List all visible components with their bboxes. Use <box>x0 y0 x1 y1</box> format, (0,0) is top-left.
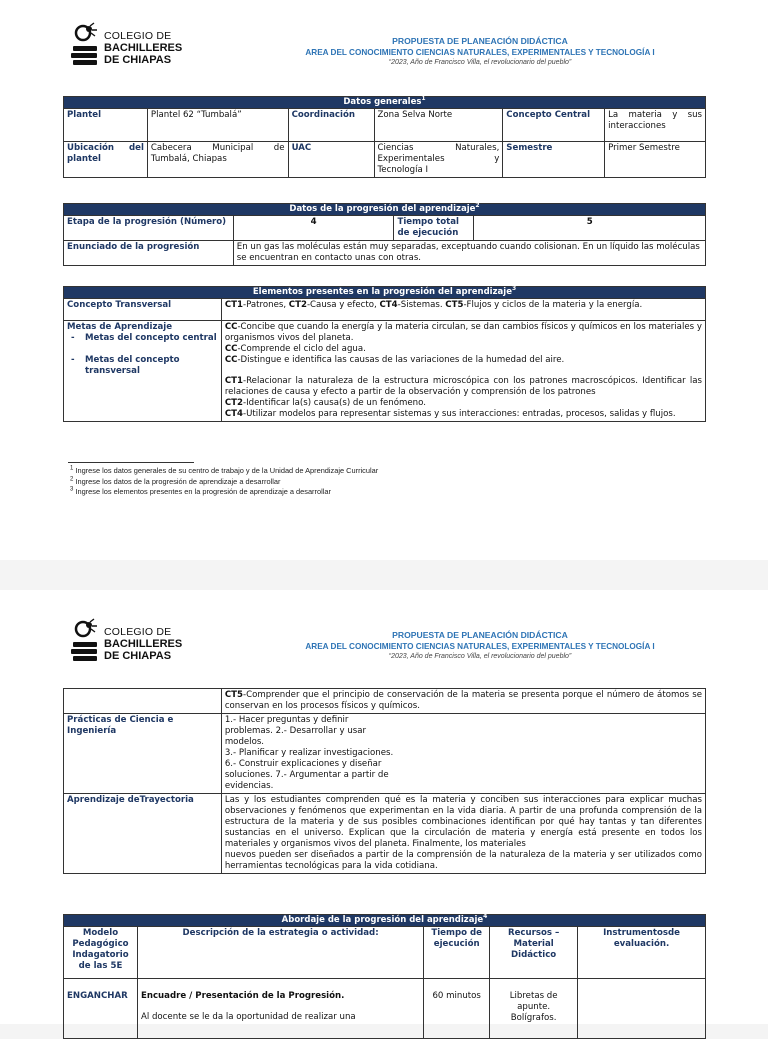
activity-instruments <box>578 979 706 1039</box>
elementos-table <box>63 286 706 422</box>
ubicacion-value: Cabecera Municipal de Tumbalá, Chiapas <box>147 142 288 178</box>
header-area: AREA DEL CONOCIMIENTO CIENCIAS NATURALES, EXPERIMENTALES Y TECNOLOGÍA I <box>305 48 655 57</box>
header-area: AREA DEL CONOCIMIENTO CIENCIAS NATURALES, EXPERIMENTALES Y TECNOLOGÍA I <box>305 642 655 651</box>
tiempo-value: 5 <box>474 216 706 241</box>
page-header <box>190 36 768 68</box>
ct5-goal: CT5-Comprender que el principio de conservación de la materia se presenta porque el número de átomos se conservan en los procesos físicos y químicos. <box>221 689 705 714</box>
ct-goal: CT4-Utilizar modelos para representar sistemas y sus interacciones: entradas, procesos, salidas y flujos. <box>224 409 676 419</box>
semestre-label: Semestre <box>503 142 605 178</box>
datos-generales-table <box>63 96 706 178</box>
col-modelo: Modelo Pedagógico Indagatorio de las 5E <box>64 927 138 979</box>
logo-line-2: BACHILLERES <box>104 638 183 650</box>
activity-resources: Libretas de apunte. Bolígrafos. <box>490 979 578 1039</box>
ct-goal: CT1-Relacionar la naturaleza de la estructura microscópica con los patrones macroscópicos. Identificar las relaciones de causa y efecto a partir de la observación y comprensión de los patrones <box>224 376 702 397</box>
coordinacion-label: Coordinación <box>288 109 374 142</box>
college-emblem-icon <box>70 22 100 70</box>
college-name <box>104 30 182 66</box>
footnote-1: $^1$ Ingrese los datos generales de su centro de trabajo y de la Unidad de Aprendizaje Curricular <box>70 465 379 475</box>
col-instrumentos: Instrumentosde evaluación. <box>578 927 706 979</box>
enunciado-value: En un gas las moléculas están muy separadas, exceptuando cuando colisionan. En un líquido las moléculas se encuentran en contacto unas con otras. <box>233 241 705 266</box>
empty-cell <box>64 689 222 714</box>
college-emblem-icon <box>70 618 100 666</box>
trayectoria-content: Las y los estudiantes comprenden qué es la materia y conciben sus interacciones para explicar muchas observaciones y fenómenos que experimentan en la vida diaria. A partir de una profunda comprensión de la estructura de la materia y de sus posibles combinaciones identifican por qué hay tantas y tan diferentes sustancias en el universo. Explican que la circulación de materia y energía está presente en todos los materiales y organismos vivos del planeta. Finalmente, los materiales nuevos pueden ser diseñados a partir de la comprensión de la naturaleza de la materia y ser utilizados como herramientas tecnológicas para la vida cotidiana. <box>221 794 705 874</box>
ubicacion-label: Ubicación del plantel <box>64 142 148 178</box>
footnotes <box>70 466 378 498</box>
elementos-continuation-table <box>63 688 706 874</box>
logo-line-3: DE CHIAPAS <box>104 650 172 662</box>
college-logo <box>70 618 185 668</box>
concepto-central-value: La materia y sus interacciones <box>605 109 706 142</box>
header-motto: “2023, Año de Francisco Villa, el revolucionario del pueblo” <box>388 653 572 660</box>
metas-cell <box>64 321 222 422</box>
table-heading: Datos de la progresión del aprendizaje$^2$ <box>64 204 706 216</box>
metas-central-item: - Metas del concepto central <box>85 333 218 344</box>
activity-time: 60 minutos <box>424 979 490 1039</box>
table-heading: Elementos presentes en la progresión del aprendizaje$^3$ <box>64 287 706 299</box>
enunciado-label: Enunciado de la progresión <box>64 241 234 266</box>
plantel-label: Plantel <box>64 109 148 142</box>
table-heading: Abordaje de la progresión del aprendizaje$^4$ <box>64 915 706 927</box>
header-motto: “2023, Año de Francisco Villa, el revolucionario del pueblo” <box>388 59 572 66</box>
page-header <box>190 630 768 662</box>
col-recursos: Recursos – Material Didáctico <box>490 927 578 979</box>
trayectoria-label: Aprendizaje deTrayectoria <box>64 794 222 874</box>
logo-line-3: DE CHIAPAS <box>104 54 172 66</box>
ct-goal: CT2-Identificar la(s) causa(s) de un fenómeno. <box>224 398 426 408</box>
col-descripcion: Descripción de la estrategia o actividad: <box>137 927 423 979</box>
cc-goal: CC-Comprende el ciclo del agua. <box>224 344 366 354</box>
tiempo-label: Tiempo total de ejecución <box>394 216 474 241</box>
cc-goal: CC-Distingue e identifica las causas de las variaciones de la humedad del aire. <box>224 355 565 365</box>
activity-description: Encuadre / Presentación de la Progresión. Al docente se le da la oportunidad de realizar una <box>137 979 423 1039</box>
footnote-2: $^2$ Ingrese los datos de la progresión de aprendizaje a desarrollar <box>70 476 281 486</box>
metas-label: Metas de Aprendizaje <box>67 322 173 332</box>
document-page-2 <box>0 590 768 1024</box>
metas-content <box>221 321 705 422</box>
footnote-divider <box>68 462 194 463</box>
logo-line-1: COLEGIO DE <box>104 626 172 638</box>
abordaje-table <box>63 914 706 1039</box>
col-tiempo: Tiempo de ejecución <box>424 927 490 979</box>
header-title: PROPUESTA DE PLANEACIÓN DIDÁCTICA <box>392 630 568 640</box>
college-name <box>104 626 182 662</box>
practicas-label: Prácticas de Ciencia e Ingeniería <box>64 714 222 794</box>
logo-line-2: BACHILLERES <box>104 42 183 54</box>
college-logo <box>70 22 185 72</box>
etapa-value: 4 <box>233 216 394 241</box>
concepto-transversal-label: Concepto Transversal <box>64 299 222 321</box>
uac-label: UAC <box>288 142 374 178</box>
semestre-value: Primer Semestre <box>605 142 706 178</box>
progresion-table <box>63 203 706 266</box>
coordinacion-value: Zona Selva Norte <box>374 109 503 142</box>
concepto-transversal-value: CT1-Patrones, CT2-Causa y efecto, CT4-Sistemas. CT5-Flujos y ciclos de la materia y la energía. <box>221 299 705 321</box>
table-heading: Datos generales$^1$ <box>64 97 706 109</box>
practicas-content: 1.- Hacer preguntas y definir problemas. 2.- Desarrollar y usar modelos. 3.- Planificar y realizar investigaciones. 6.- Construir explicaciones y diseñar soluciones. 7.- Argumentar a partir de evidencias. <box>221 714 705 794</box>
metas-transversal-item: - Metas del concepto transversal <box>85 355 218 377</box>
header-title: PROPUESTA DE PLANEACIÓN DIDÁCTICA <box>392 36 568 46</box>
concepto-central-label: Concepto Central <box>503 109 605 142</box>
logo-line-1: COLEGIO DE <box>104 30 172 42</box>
cc-goal: CC-Concibe que cuando la energía y la materia circulan, se dan cambios físicos y químicos en los materiales y organismos vivos del planeta. <box>224 322 702 343</box>
phase-enganchar: ENGANCHAR <box>64 979 138 1039</box>
uac-value: Ciencias Naturales, Experimentales y Tecnología I <box>374 142 503 178</box>
footnote-3: $^3$ Ingrese los elementos presentes en la progresión de aprendizaje a desarrollar <box>70 486 331 496</box>
plantel-value: Plantel 62 “Tumbalá” <box>147 109 288 142</box>
etapa-label: Etapa de la progresión (Número) <box>64 216 234 241</box>
